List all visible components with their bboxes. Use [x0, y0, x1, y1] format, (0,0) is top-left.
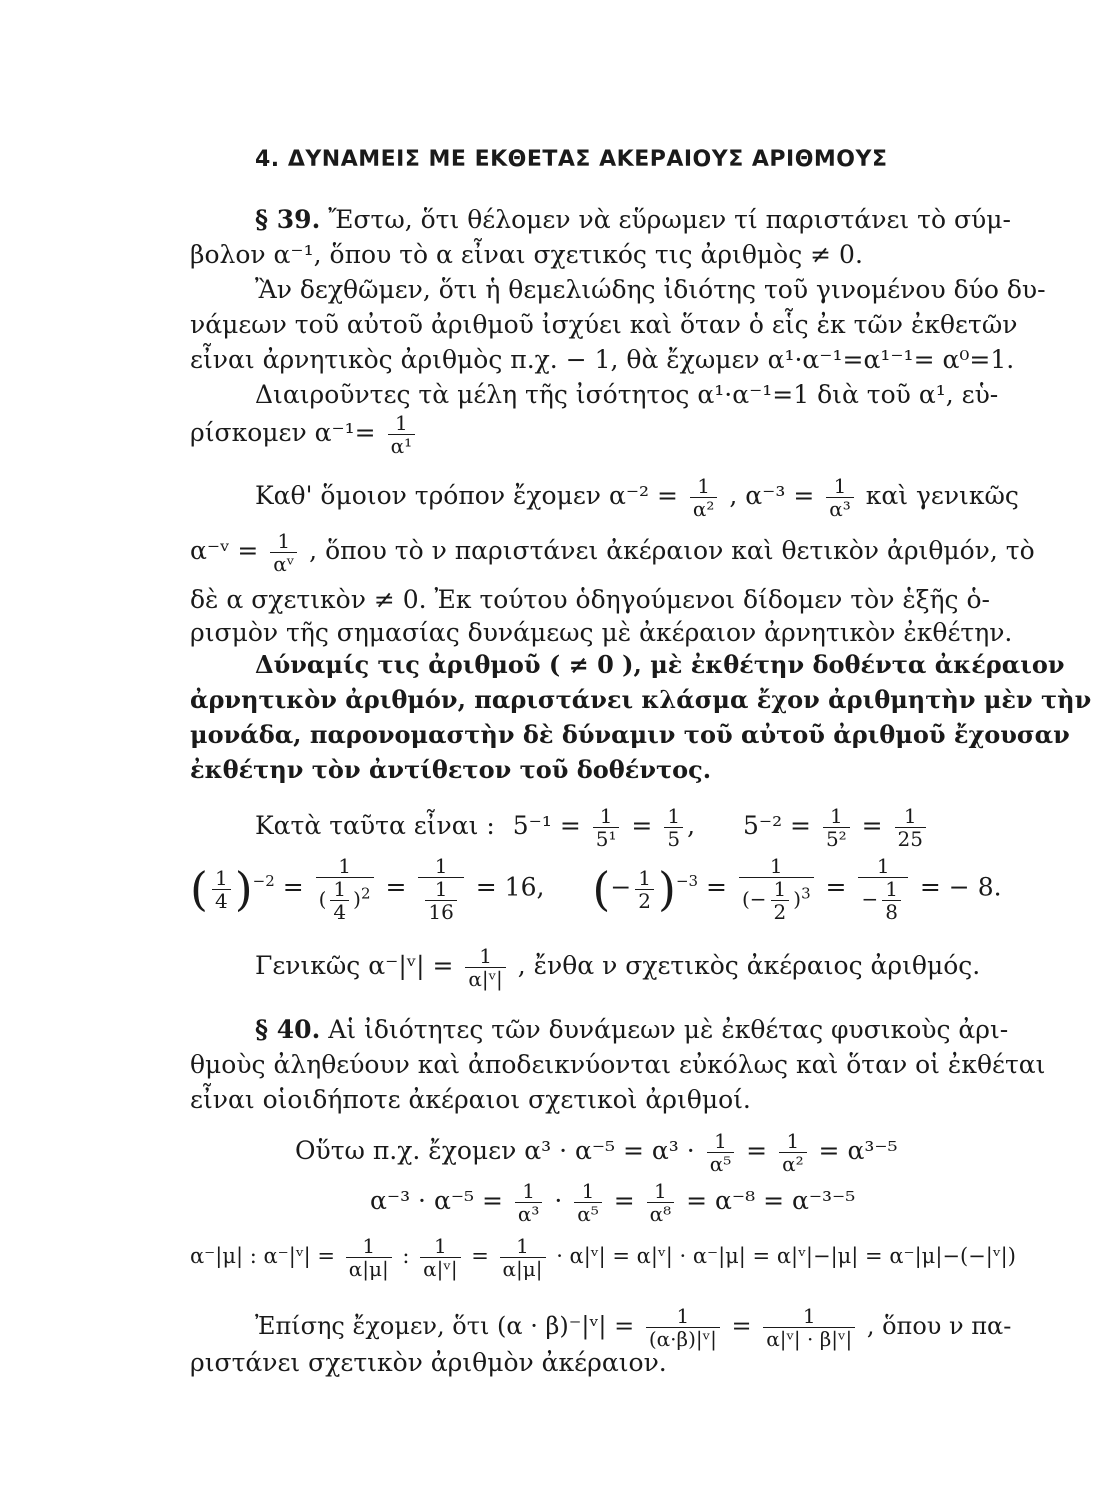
fraction [895, 805, 926, 850]
denominator: α¹ [388, 434, 416, 457]
paren: ) [658, 862, 676, 916]
fraction [500, 1235, 546, 1280]
paragraph-39-line-5: εἶναι ἀρνητικὸς ἀριθμὸς π.χ. − 1, θὰ ἔχωμεν α¹·α⁻¹=α¹⁻¹= α⁰=1. [190, 345, 1015, 374]
denominator [418, 877, 463, 923]
numerator: 1 [638, 865, 652, 890]
denominator: α⁸ [647, 1202, 675, 1225]
examples-line: Κατὰ ταῦτα εἶναι : 5⁻¹ = $\frac{1}{\text{5¹}}$ = $\frac{1}{5}$ , 5⁻² = $\frac{1}{\text{5²}}$ = $\frac{1}{25}$ [255, 805, 930, 850]
numerator: 1 [522, 1179, 536, 1203]
numerator: 1 [599, 804, 613, 828]
numerator: 1 [654, 1179, 667, 1203]
examples-line-2: ( $\frac{1}{4}$ )$^{-2}$ = 1 ( $\frac{1}{4}$ )$^2$ = $\frac{1}{\frac{1}{16}}$ = 16, (− $\frac{1}{2}$ )$^{-3}$ = 1 (− $\frac{1}{2}$ )$^3$ = 1 − $\frac{1}{8}$ = − 8. [190, 854, 1002, 924]
section-number-40: § 40. [255, 1015, 321, 1044]
paragraph-39-line-10: δὲ α σχετικὸν ≠ 0. Ἐκ τούτου ὁδηγούμενοι δίδομεν τὸν ἑξῆς ὁ- [190, 585, 990, 614]
fraction [771, 878, 790, 923]
numerator: 1 [581, 1179, 595, 1203]
section-number-39: § 39. [255, 205, 321, 234]
denominator: 25 [895, 827, 926, 850]
definition-line-4: ἐκθέτην τὸν ἀντίθετον τοῦ δοθέντος. [190, 755, 712, 784]
example-line-4: Ἐπίσης ἔχομεν, ὅτι (α · β)⁻|ᵛ| = $\frac{1}{\text{(α·β)|ᵛ|}}$ = $\frac{1}{\text{α|ᵛ| · β|ᵛ|}}$ , ὅπου ν πα- [255, 1304, 1012, 1351]
text: 5⁻² = [742, 811, 811, 840]
paragraph-40-line-2: θμοὺς ἀληθεύουν καὶ ἀποδεικνύονται εὐκόλως καὶ ὅταν οἱ ἐκθέται [190, 1050, 1046, 1079]
numerator: 1 [362, 1234, 376, 1258]
paren: ( [592, 862, 611, 916]
general-formula-line [255, 945, 980, 990]
numerator: 1 [833, 474, 847, 498]
numerator: 1 [714, 1129, 727, 1153]
denominator: 5¹ [593, 827, 620, 850]
text: = α³⁻⁵ [818, 1136, 898, 1165]
denominator: α|μ| [500, 1257, 546, 1280]
definition-line-3: μονάδα, παρονομαστὴν δὲ δύναμιν τοῦ αὐτοῦ ἀριθμοῦ ἔχουσαν [190, 720, 1070, 749]
numerator: 1 [773, 877, 787, 901]
fraction [330, 878, 349, 923]
denominator: α|ᵛ| [420, 1257, 460, 1280]
paragraph-39-line-8 [255, 475, 1019, 520]
numerator: 1 [676, 1304, 690, 1328]
fraction [420, 1235, 460, 1280]
text: = α⁻⁸ = α⁻³⁻⁵ [686, 1186, 856, 1215]
fraction [388, 412, 416, 457]
text: , ὅπου τὸ ν παριστάνει ἀκέραιον καὶ θετικὸν ἀριθμόν, τὸ [309, 536, 1035, 565]
numerator: 1 [876, 854, 890, 878]
paragraph-40-line-3: εἶναι οἱοιδήποτε ἀκέραιοι σχετικοὶ ἀριθμοί. [190, 1085, 751, 1114]
paragraph-39-line-1 [255, 205, 1011, 235]
fraction [425, 878, 456, 923]
numerator: 1 [338, 854, 351, 878]
example-line-1: Οὕτω π.χ. ἔχομεν α³ · α⁻⁵ = α³ · $\frac{1}{\text{α⁵}}$ = $\frac{1}{\text{α²}}$ = α³⁻⁵ [295, 1129, 898, 1176]
fraction [763, 1305, 855, 1350]
fraction [316, 855, 374, 923]
text: Αἱ ἰδιότητες τῶν δυνάμεων μὲ ἐκθέτας φυσικοὺς ἀρι- [328, 1015, 1009, 1044]
denominator: α³ [515, 1202, 543, 1225]
denominator: α|ᵛ| · β|ᵛ| [763, 1327, 855, 1350]
paren: ( [190, 862, 208, 916]
text: α⁻ᵛ = [190, 536, 259, 565]
denominator: α² [779, 1152, 807, 1175]
definition-line-2: ἀρνητικὸν ἀριθμόν, παριστάνει κλάσμα ἔχον ἀριθμητὴν μὲν τὴν [190, 685, 1092, 714]
paragraph-39-line-7 [190, 412, 419, 457]
numerator: 1 [434, 877, 448, 901]
numerator: 1 [434, 854, 448, 878]
numerator: 1 [214, 865, 228, 890]
denominator: 2 [635, 889, 654, 912]
example-line-2: α⁻³ · α⁻⁵ = $\frac{1}{\text{α³}}$ · $\frac{1}{\text{α⁵}}$ = $\frac{1}{\text{α⁸}}$ = α⁻⁸ = α⁻³⁻⁵ [370, 1179, 856, 1226]
exponent: 2 [360, 884, 371, 903]
numerator: 1 [697, 474, 711, 498]
fraction [779, 1130, 807, 1175]
fraction [690, 475, 718, 520]
denominator: α|μ| [346, 1257, 392, 1280]
numerator: 1 [786, 1129, 800, 1153]
denominator: (− $\frac{1}{2}$ )$^3$ [739, 877, 814, 923]
definition-line-1: Δύναμίς τις ἀριθμοῦ ( ≠ 0 ), μὲ ἐκθέτην δοθέντα ἀκέραιον [255, 650, 1065, 679]
numerator: 1 [479, 944, 492, 968]
fraction [707, 1130, 735, 1175]
paragraph-39-line-11: ρισμὸν τῆς σημασίας δυνάμεως μὲ ἀκέραιον ἀρνητικὸν ἐκθέτην. [190, 618, 1013, 647]
text: , ἔνθα ν σχετικὸς ἀκέραιος ἀριθμός. [517, 951, 981, 980]
paragraph-39-line-2: βολον α⁻¹, ὅπου τὸ α εἶναι σχετικός τις ἀριθμὸς ≠ 0. [190, 240, 863, 269]
example-line-3: α⁻|μ| : α⁻|ᵛ| = $\frac{1}{\alpha|\mu|}$ : $\frac{1}{\text{α|ᵛ|}}$ = $\frac{1}{\alpha|\mu|}$ · α|ᵛ| = α|ᵛ| · α⁻|μ| = α|ᵛ|−|μ| = α⁻|μ|−(−|ᵛ|) [190, 1234, 1016, 1281]
denominator: 5² [823, 827, 850, 850]
denominator: α⁵ [574, 1202, 602, 1225]
fraction [418, 855, 463, 923]
denominator: α⁵ [707, 1152, 735, 1175]
numerator: 1 [885, 877, 898, 901]
denominator: 2 [771, 900, 790, 923]
exponent: −3 [675, 872, 699, 891]
text: καὶ γενικῶς [865, 481, 1019, 510]
fraction [882, 878, 901, 923]
paren: ) [234, 862, 253, 916]
paragraph-39-line-6: Διαιροῦντες τὰ μέλη τῆς ἰσότητος α¹·α⁻¹=1 διὰ τοῦ α¹, εὑ- [255, 380, 999, 409]
text: α⁻|μ| : α⁻|ᵛ| = [190, 1244, 336, 1268]
numerator: 1 [667, 804, 681, 828]
denominator: αᵛ [270, 552, 297, 575]
fraction [647, 1180, 675, 1225]
text: ρίσκομεν α⁻¹= [190, 418, 376, 447]
fraction [739, 855, 814, 923]
fraction [346, 1235, 392, 1280]
text: α⁻³ · α⁻⁵ = [370, 1186, 503, 1215]
numerator: 1 [829, 804, 843, 828]
fraction [646, 1305, 720, 1350]
fraction [515, 1180, 543, 1225]
text: Καθ' ὅμοιον τρόπον ἔχομεν α⁻² = [255, 481, 678, 510]
denominator: 8 [882, 900, 901, 923]
numerator: 1 [433, 1234, 447, 1258]
text: Γενικῶς α⁻|ᵛ| = [255, 951, 454, 980]
paragraph-39-line-9 [190, 530, 1035, 575]
numerator: 1 [769, 854, 783, 878]
section-title: 4. ΔΥΝΑΜΕΙΣ ΜΕ ΕΚΘΕΤΑΣ ΑΚΕΡΑΙΟΥΣ ΑΡΙΘΜΟΥΣ [255, 147, 888, 172]
fraction [823, 805, 850, 850]
text: , ὅπου ν πα- [866, 1312, 1012, 1340]
paragraph-40-last-line: ριστάνει σχετικὸν ἀριθμὸν ἀκέραιον. [190, 1348, 667, 1377]
text: − [610, 872, 632, 902]
text: 5⁻¹ = [512, 811, 581, 840]
text: = − 8. [919, 872, 1002, 902]
paragraph-39-line-3: Ἂν δεχθῶμεν, ὅτι ἡ θεμελιώδης ἰδιότης τοῦ γινομένου δύο δυ- [255, 275, 1046, 304]
numerator: 1 [394, 411, 408, 435]
fraction [826, 475, 854, 520]
text: Κατὰ ταῦτα εἶναι : [255, 811, 495, 840]
denominator: α² [690, 497, 718, 520]
text: Οὕτω π.χ. ἔχομεν α³ · α⁻⁵ = α³ · [295, 1136, 695, 1165]
fraction [593, 805, 620, 850]
paragraph-40-line-1 [255, 1015, 1008, 1045]
text: Ἔστω, ὅτι θέλομεν νὰ εὕρωμεν τί παριστάνει τὸ σύμ- [328, 205, 1011, 234]
paragraph-39-line-4: νάμεων τοῦ αὐτοῦ ἀριθμοῦ ἰσχύει καὶ ὅταν ὁ εἷς ἐκ τῶν ἐκθετῶν [190, 310, 1018, 339]
denominator: α³ [826, 497, 854, 520]
exponent: 3 [801, 884, 811, 903]
fraction [635, 867, 654, 912]
denominator: 16 [425, 900, 456, 923]
fraction [574, 1180, 602, 1225]
denominator: 4 [330, 900, 349, 923]
text: Ἐπίσης ἔχομεν, ὅτι (α · β)⁻|ᵛ| = [255, 1312, 635, 1340]
text: · α|ᵛ| = α|ᵛ| · α⁻|μ| = α|ᵛ|−|μ| = α⁻|μ|−(−|ᵛ|) [556, 1244, 1016, 1268]
denominator: 5 [664, 827, 683, 850]
denominator: (α·β)|ᵛ| [646, 1327, 720, 1350]
exponent: −2 [252, 872, 275, 891]
text: − [861, 887, 879, 911]
text: − [749, 887, 767, 911]
numerator: 1 [516, 1234, 529, 1258]
numerator: 1 [903, 804, 917, 828]
fraction [858, 855, 908, 923]
fraction [270, 530, 297, 575]
denominator: 4 [212, 889, 231, 912]
fraction [212, 867, 231, 912]
text: = 16, [475, 872, 545, 902]
text: , α⁻³ = [729, 481, 815, 510]
numerator: 1 [333, 877, 347, 901]
denominator: α|ᵛ| [465, 967, 505, 990]
denominator [858, 877, 908, 923]
fraction [664, 805, 683, 850]
numerator: 1 [277, 529, 291, 553]
fraction [465, 945, 505, 990]
denominator: ( $\frac{1}{4}$ )$^2$ [316, 877, 374, 923]
numerator: 1 [802, 1304, 816, 1328]
